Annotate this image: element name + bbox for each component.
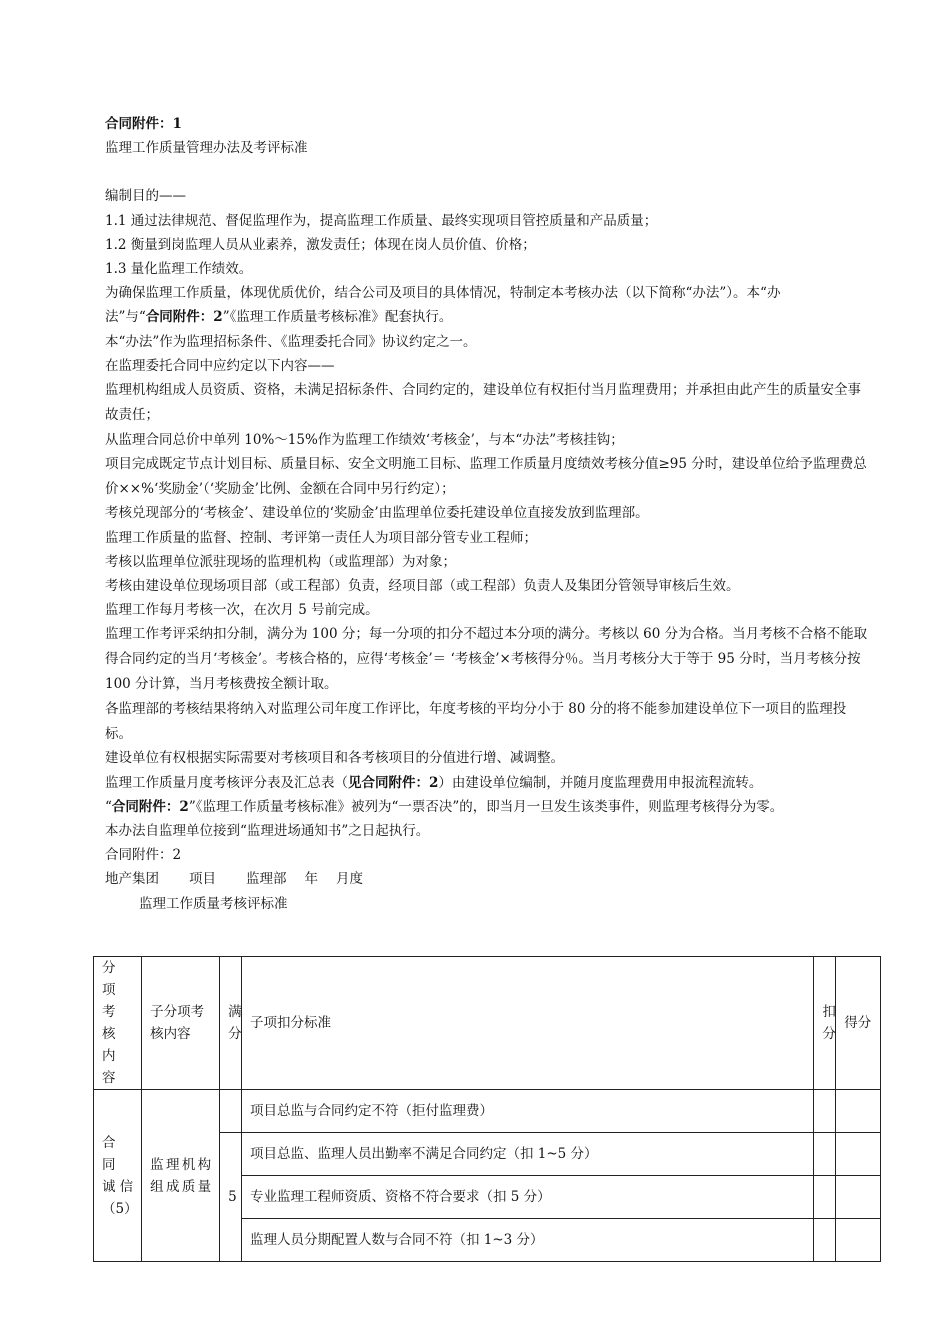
paragraph: 从监理合同总价中单列 10%～15%作为监理工作绩效‘考核金’，与本“办法”考核挂钩； bbox=[105, 431, 624, 448]
paragraph: 各监理部的考核结果将纳入对监理公司年度工作评比，年度考核的平均分小于 80 分的将不能参加建设单位下一项目的监理投标。 bbox=[105, 700, 847, 742]
category-cell: 合 同 诚信（5） bbox=[94, 1090, 142, 1262]
deduction-cell bbox=[814, 1176, 836, 1219]
paragraph: 监理工作考评采纳扣分制，满分为 100 分；每一分项的扣分不超过本分项的满分。考核以 60 分为合格。当月考核不合格不能取得合同约定的当月‘考核金’。考核合格的，应得‘考核金’＝ ‘考核金’×考核得分％。当月考核分大于等于 95 分时，当月考核分按 100 分计算，当月考核费按全额计取。 bbox=[105, 626, 868, 693]
attachment-label: 合同附件：1 bbox=[105, 116, 182, 132]
purpose-item: 1.3 量化监理工作绩效。 bbox=[105, 261, 253, 278]
header-deduction: 扣分 bbox=[814, 957, 836, 1090]
table-row bbox=[94, 1090, 881, 1133]
paragraph: 法”与“合同附件：2”《监理工作质量考核标准》配套执行。 bbox=[105, 309, 453, 326]
score-cell bbox=[836, 1176, 881, 1219]
paragraph: 建设单位有权根据实际需要对考核项目和各考核项目的分值进行增、减调整。 bbox=[105, 750, 564, 767]
paragraph: 为确保监理工作质量，体现优质优价，结合公司及项目的具体情况，特制定本考核办法（以下简称“办法”）。本“办 bbox=[105, 285, 781, 302]
paragraph: 考核兑现部分的‘考核金’、建设单位的‘奖励金’由监理单位委托建设单位直接发放到监理部。 bbox=[105, 505, 649, 522]
assessment-table bbox=[93, 956, 881, 1262]
full-score-cell-empty bbox=[220, 1090, 242, 1133]
standard-title: 监理工作质量考核评标准 bbox=[139, 895, 288, 912]
header-subcategory: 子分项考核内容 bbox=[142, 957, 220, 1090]
header-full-score: 满分 bbox=[220, 957, 242, 1090]
deduction-standard-cell: 监理人员分期配置人数与合同不符（扣 1~3 分） bbox=[241, 1219, 813, 1262]
header-category: 分 项 考 核 内 容 bbox=[94, 957, 142, 1090]
subcategory-cell: 监理机构组成质量 bbox=[142, 1090, 220, 1262]
deduction-standard-cell: 项目总监、监理人员出勤率不满足合同约定（扣 1~5 分） bbox=[241, 1133, 813, 1176]
paragraph: 监理工作每月考核一次，在次月 5 号前完成。 bbox=[105, 602, 379, 619]
deduction-cell bbox=[814, 1219, 836, 1262]
paragraph: 考核以监理单位派驻现场的监理机构（或监理部）为对象； bbox=[105, 553, 456, 570]
document-title: 监理工作质量管理办法及考评标准 bbox=[105, 140, 308, 157]
attachment-2-label: 合同附件：2 bbox=[105, 847, 182, 864]
paragraph: “合同附件：2”《监理工作质量考核标准》被列为“一票否决”的，即当月一旦发生该类事件，则监理考核得分为零。 bbox=[105, 798, 784, 815]
purpose-item: 1.2 衡量到岗监理人员从业素养，激发责任；体现在岗人员价值、价格； bbox=[105, 236, 536, 253]
paragraph: 监理工作质量的监督、控制、考评第一责任人为项目部分管专业工程师； bbox=[105, 529, 537, 546]
purpose-item: 1.1 通过法律规范、督促监理作为，提高监理工作质量、最终实现项目管控质量和产品质量； bbox=[105, 212, 658, 229]
deduction-standard-cell: 专业监理工程师资质、资格不符合要求（扣 5 分） bbox=[241, 1176, 813, 1219]
header-score: 得分 bbox=[836, 957, 881, 1090]
purpose-heading: 编制目的—— bbox=[105, 188, 186, 205]
paragraph: 在监理委托合同中应约定以下内容—— bbox=[105, 357, 335, 374]
paragraph: 监理工作质量月度考核评分表及汇总表（见合同附件：2）由建设单位编制，并随月度监理费用申报流程流转。 bbox=[105, 774, 763, 791]
paragraph: 本办法自监理单位接到“监理进场通知书”之日起执行。 bbox=[105, 823, 430, 840]
paragraph: 监理机构组成人员资质、资格，未满足招标条件、合同约定的，建设单位有权拒付当月监理费用；并承担由此产生的质量安全事故责任； bbox=[105, 382, 861, 423]
deduction-cell bbox=[814, 1090, 836, 1133]
score-cell bbox=[836, 1219, 881, 1262]
score-cell bbox=[836, 1090, 881, 1133]
paragraph: 本“办法”作为监理招标条件、《监理委托合同》协议约定之一。 bbox=[105, 333, 477, 350]
table-header-row bbox=[94, 957, 881, 1090]
deduction-standard-cell: 项目总监与合同约定不符（拒付监理费） bbox=[241, 1090, 813, 1133]
header-deduction-standard: 子项扣分标准 bbox=[241, 957, 813, 1090]
full-score-cell: 5 bbox=[220, 1133, 242, 1262]
document-body bbox=[105, 112, 871, 916]
paragraph: 项目完成既定节点计划目标、质量目标、安全文明施工目标、监理工作质量月度绩效考核分值≥95 分时，建设单位给予监理费总价××%‘奖励金’（‘奖励金’比例、金额在合同中另行约定）； bbox=[105, 455, 867, 497]
score-cell bbox=[836, 1133, 881, 1176]
paragraph: 考核由建设单位现场项目部（或工程部）负责，经项目部（或工程部）负责人及集团分管领导审核后生效。 bbox=[105, 578, 740, 595]
deduction-cell bbox=[814, 1133, 836, 1176]
form-header-line: 地产集团 项目 监理部 年 月度 bbox=[105, 871, 363, 888]
